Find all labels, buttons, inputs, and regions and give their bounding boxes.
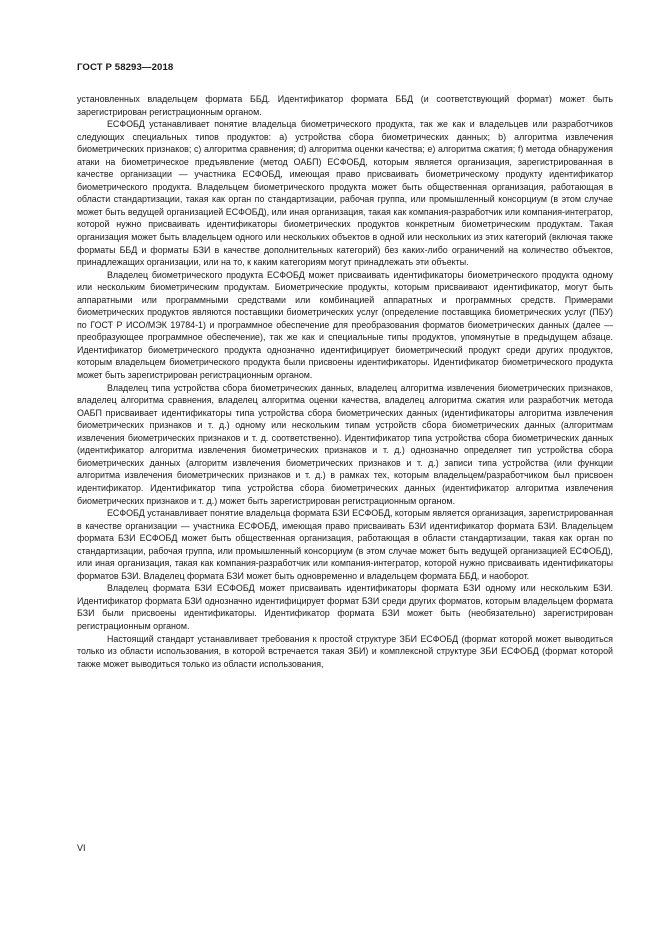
paragraph-4: Владелец типа устройства сбора биометрических данных, владелец алгоритма извлечения биометрических признаков, владелец алгоритма сравнения, владелец алгоритма оценки качества, владелец алгоритма сжатия или разработчик метода ОАБП присваивает идентификаторы типа устройства сбора биометрических данных (идентификаторы алгоритма извлечения биометрических признаков и т. д.) одному или нескольким типам устройств сбора биометрических данных (алгоритмам извлечения биометрических признаков и т. д. соответственно). Идентификатор типа устройства сбора биометрических данных (идентификатор алгоритма извлечения биометрических признаков и т. д.) однозначно определяет тип устройства сбора биометрических данных (алгоритм извлечения биометрических признаков и т. д.) записи типа устройства (или функции алгоритма извлечения биометрических признаков и т. д.) в рамках тех, которым владельцем/разработчиком был присвоен идентификатор. Идентификатор типа устройства сбора биометрических данных (идентификатор алгоритма извлечения биометрических признаков и т. д.) может быть зарегистрирован регистрационным органом. — [77, 382, 613, 506]
document-header: ГОСТ Р 58293—2018 — [77, 62, 174, 73]
paragraph-3: Владелец биометрического продукта ЕСФОБД может присваивать идентификаторы биометрического продукта одному или нескольким биометрическим продуктам. Биометрические продукты, которым присваивают идентификатор, могут быть аппаратными или программными средствами или комбинацией аппаратных и программных средств. Примерами биометрических продуктов являются поставщики биометрических услуг (определение поставщика биометрических услуг (ПБУ) по ГОСТ Р ИСО/МЭК 19784-1) и программное обеспечение для преобразования форматов биометрических данных (далее — преобразующее программное обеспечение), так же как и специальные типы продуктов, упомянутые в предыдущем абзаце. Идентификатор биометрического продукта однозначно идентифицирует биометрический продукт среди других продуктов, которым владельцем биометрического продукта были присвоены идентификаторы. Идентификатор биометрического продукта может быть зарегистрирован регистрационным органом. — [77, 269, 613, 381]
page-number: VI — [77, 843, 86, 853]
paragraph-5: ЕСФОБД устанавливает понятие владельца формата БЗИ ЕСФОБД, которым является организация, зарегистрированная в качестве организации — участника ЕСФОБД, имеющая право присваивать БЗИ идентификатор формата БЗИ. Владельцем формата БЗИ ЕСФОБД может быть общественная организация, работающая в области стандартизации, такая как орган по стандартизации, рабочая группа, или промышленный консорциум (в этом случае может быть ведущей организацией ЕСФОБД), или иная организация, такая как компания-разработчик или компания-интегратор, которой нужно присваивать идентификаторы форматов БЗИ. Владелец формата БЗИ может быть одновременно и владельцем формата ББД, и наоборот. — [77, 508, 613, 581]
paragraph-7: Настоящий стандарт устанавливает требования к простой структуре ЗБИ ЕСФОБД (формат которой может выводиться только из области использования, в которой встречается такая ЗБИ) и комплексной структуре ЗБИ ЕСФОБД (формат которой также может выводиться только из области использования, — [77, 633, 613, 669]
paragraph-2: ЕСФОБД устанавливает понятие владельца биометрического продукта, так же как и владельцев или разработчиков следующих специальных типов продуктов: a) устройства сбора биометрических данных; b) алгоритма извлечения биометрических признаков; c) алгоритма сравнения; d) алгоритма оценки качества; e) алгоритма сжатия; f) метода обнаружения атаки на биометрическое предъявление (метод ОАБП) ЕСФОБД, которым является организация, зарегистрированная в качестве организации — участника ЕСФОБД, имеющая право присваивать биометрическому продукту идентификатор биометрического продукта. Владельцем биометрического продукта может быть общественная организация, работающая в области стандартизации, такая как орган по стандартизации, рабочая группа, или промышленный консорциум (в этом случае может быть ведущей организацией ЕСФОБД), или иная организация, такая как компания-разработчик или компания-интегратор, которой нужно присваивать идентификаторы биометрических продуктов конкретным биометрическим продуктам. Такая организация может быть владельцем одного или нескольких объектов в одной или нескольких из этих категорий (включая также форматы ББД и форматы БЗИ в качестве дополнительных категорий) без каких-либо ограничений на количество объектов, принадлежащих организации, или на то, к каким категориям могут принадлежать эти объекты. — [77, 119, 613, 268]
paragraph-1: установленных владельцем формата ББД. Идентификатор формата ББД (и соответствующий формат) может быть зарегистрирован регистрационным органом. — [77, 94, 613, 117]
page-body — [77, 93, 613, 670]
paragraph-6: Владелец формата БЗИ ЕСФОБД может присваивать идентификаторы формата БЗИ одному или нескольким БЗИ. Идентификатор формата БЗИ однозначно идентифицирует формат БЗИ среди других форматов, которым владельцем формата БЗИ были присвоены идентификаторы. Идентификатор формата БЗИ может быть (необязательно) зарегистрирован регистрационным органом. — [77, 583, 613, 631]
